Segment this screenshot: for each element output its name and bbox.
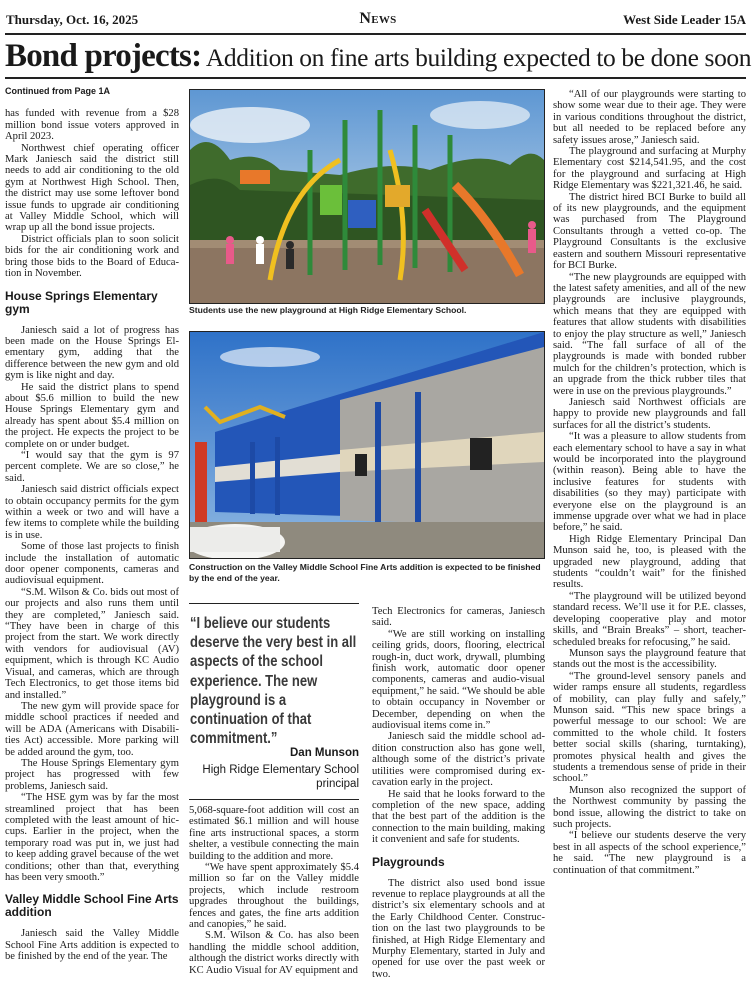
paragraph: Janiesch said the Valley Middle School Fine Arts addition is expected to be finished by the end of the year. The (5, 928, 179, 963)
playground-photo (189, 89, 545, 304)
top-rule (5, 33, 746, 35)
paragraph: Tech Electronics for cameras, Janiesch said. (372, 606, 545, 629)
subhead: House Springs Elementary gym (5, 288, 158, 316)
pull-quote-text: “I believe our students deserve the very best in all aspects of the school experience. The new playground is a continuation of that commitment.” (190, 615, 357, 748)
paragraph: Janiesch said a lot of progress has been made on the House Springs Elementary gym, adding that the difference between the new gym and old gym is like night and day. (5, 324, 179, 382)
continued-from-label: Continued from Page 1A (5, 86, 111, 96)
paragraph: “The HSE gym was by far the most streamlined project that has been completed with the least amount of hiccups. Earlier in the project, when the temporary road was put in, we just had to keep adding gravel because of the wet conditions; other than that, everything has been very smooth.” (5, 792, 179, 883)
headline (5, 38, 751, 80)
article-column-2 (189, 805, 359, 983)
paragraph: “All of our playgrounds were starting to show some wear due to their age. They were in various conditions throughout the district, but all needed to be replaced before any safety issues arose,” Janiesch said. (553, 89, 746, 146)
article-column-4 (553, 89, 746, 981)
paragraph: He said the district plans to spend about $5.6 million to build the new House Springs Elementary gym and already has spent about $5.4 million on the project. He expects the project to be complete on or under budget. (5, 381, 179, 450)
headline-rule (5, 77, 746, 79)
paragraph: “S.M. Wilson & Co. bids out most of our projects and also runs them until they are completed,” Janiesch said. “They have been in charge of this project from the start. We work directly with vendors for audiovisual (AV) equipment, which is through KC Audio Visual, and cameras, which are through Tech Electronics, to get those items bid and installed.” (5, 586, 179, 701)
issue-date: Thursday, Oct. 16, 2025 (6, 12, 139, 27)
paragraph: “We are still working on installing ceiling grids, doors, flooring, electrical rough-in, duct work, drywall, plumbing finish work, automatic door opener components, cameras and audio-visual equipment,” he said. “We should be able to obtain occupancy in November or December, depending on when the audiovisual items come in.” (372, 628, 545, 732)
construction-photo (189, 331, 545, 559)
paragraph: “We have spent approximately $5.4 million so far on the Valley middle projects, which include restroom upgrades throughout the buildings, fences and gates, the fine arts addition and canopies,” he said. (189, 862, 359, 931)
paragraph: The district also used bond issue revenue to replace playgrounds at all the district’s six elementary schools and at the Early Childhood Center. Construction on the last two playgrounds to be finished, at High Ridge Elementary and Murphy Elementary, started in July and opened for use over the past week or two. (372, 877, 545, 980)
subhead: Valley Middle School Fine Arts addition (5, 892, 179, 920)
paragraph: Janiesch said district officials expect to obtain occupancy permits for the gym within a week or two and will have a few items to complete while the building is in use. (5, 484, 179, 541)
paragraph: Northwest chief operating officer Mark Janiesch said the district still needs to add air conditioning to the old gym at Northwest High School. Then, the district may use some leftover bond issue funds to upgrade air conditioning at Valley Middle School, which will wrap up all the bond issue projects. (5, 142, 179, 234)
paragraph: “I believe our students deserve the very best in all aspects of the school experience,” he said. “The new playground is a continuation of that commitment.” (553, 830, 746, 876)
photo-caption-construction: Construction on the Valley Middle School Fine Arts addition is expected to be finished by the end of the year. (189, 562, 541, 583)
paragraph: “It was a pleasure to allow students from each elementary school to have a say in what would be incorporated into the playground (within reason). Being able to have the inclusive features for students with disabilities (so they may) participate with everyone else on the playground is an immense upgrade over what we had in place before,” he said. (553, 431, 746, 534)
paragraph: Munson says the playground feature that stands out the most is the accessibility. (553, 647, 746, 671)
photo-caption-playground: Students use the new playground at High Ridge Elementary School. (189, 305, 467, 315)
paragraph: Janiesch said the middle school addition construction also has gone well, although some of the district’s private utilities were compromised during excavation early in the project. (372, 731, 545, 789)
paragraph: “The ground-level sensory panels and wider ramps ensure all students, regardless of mobility, can play fully and safely,” Munson said. “This new space brings a powerful message to our school: We are committed to the whole child. It fosters better social skills (sharing, turntaking), promotes physical health and gives the students a tremendous sense of pride in their school.” (553, 670, 746, 785)
paragraph: Munson also recognized the support of the Northwest community by passing the bond issue, allowing the district to take on such projects. (553, 784, 746, 830)
section-name: News (359, 10, 397, 27)
paragraph: Some of those last projects to finish include the installation of automatic door opener components, cameras and audiovisual equipment. (5, 541, 179, 587)
paper-name-page: West Side Leader 15A (623, 12, 746, 27)
paragraph: 5,068-square-foot addition will cost an estimated $6.1 million and will house fine arts instructional spaces, a storm shelter, a vestibule connecting the main building to the addition and more. (189, 805, 359, 862)
paragraph: Janiesch said Northwest officials are happy to provide new playgrounds and fall surfaces for all the district’s students. (553, 396, 746, 431)
paragraph: The new gym will provide space for middle school practices if needed and will be ADA (Americans with Disabilities Act) accessible. More parking will be added around the gym, too. (5, 700, 179, 758)
paragraph: The district hired BCI Burke to build all of its new playgrounds, and the equipment was purchased from The Playground Consultants through a vetted co-op. The Playground Consultants is the exclusive eastern and southern Missouri representative for BCI Burke. (553, 191, 746, 272)
paragraph: “The playground will be utilized beyond standard recess. We’ll use it for P.E. classes, developing cooperative play and motor skills, and “Brain Breaks” – short, teacher-scheduled breaks for refocusing,” he said. (553, 590, 746, 648)
pull-quote-name: Dan Munson (290, 747, 359, 759)
paragraph: The House Springs Elementary gym project has progressed with few problems, Janiesch said. (5, 757, 179, 792)
paragraph: “The new playgrounds are equipped with the latest safety amenities, and all of the new playgrounds are inclusive playgrounds, which means that they are equipped with features that allow students with disabilities to enjoy the play structure as well,” Janiesch said. “The fall surface of all of the playgrounds is made with bonded rubber mulch for the children’s protection, which is an upgrade from the thick rubber tiles that were in use on the previous playgrounds.” (553, 271, 746, 397)
headline-sub: Addition on fine arts building expected to be done soon (201, 43, 752, 72)
paragraph: The playground and surfacing at Murphy Elementary cost $214,541.95, and the cost for the playground and surfacing at High Ridge Elementary was $221,321.46, he said. (553, 146, 746, 192)
pull-quote (189, 603, 359, 800)
paragraph: “I would say that the gym is 97 percent complete. We are so close,” he said. (5, 449, 179, 484)
paragraph: District officials plan to soon solicit bids for the air conditioning work and bring those bids to the Board of Education in November. (5, 233, 179, 280)
headline-main: Bond projects: (5, 38, 202, 74)
article-column-3 (372, 606, 545, 983)
article-column-1 (5, 86, 179, 981)
paragraph: has funded with revenue from a $28 million bond issue voters approved in April 2023. (5, 108, 179, 143)
paragraph: High Ridge Elementary Principal Dan Munson said he, too, is pleased with the upgraded new playground, adding that students “couldn’t wait” for the finished results. (553, 533, 746, 591)
pull-quote-title: High Ridge Elementary School principal (202, 764, 359, 790)
subhead: Playgrounds (372, 854, 445, 869)
paragraph: He said that he looks forward to the completion of the new space, adding that the best part of the addition is the connection to the main building, making it convenient and safe for students. (372, 788, 545, 846)
paragraph: S.M. Wilson & Co. has also been handling the middle school addition, although the district works directly with KC Audio Visual for AV equipment and (189, 930, 359, 976)
